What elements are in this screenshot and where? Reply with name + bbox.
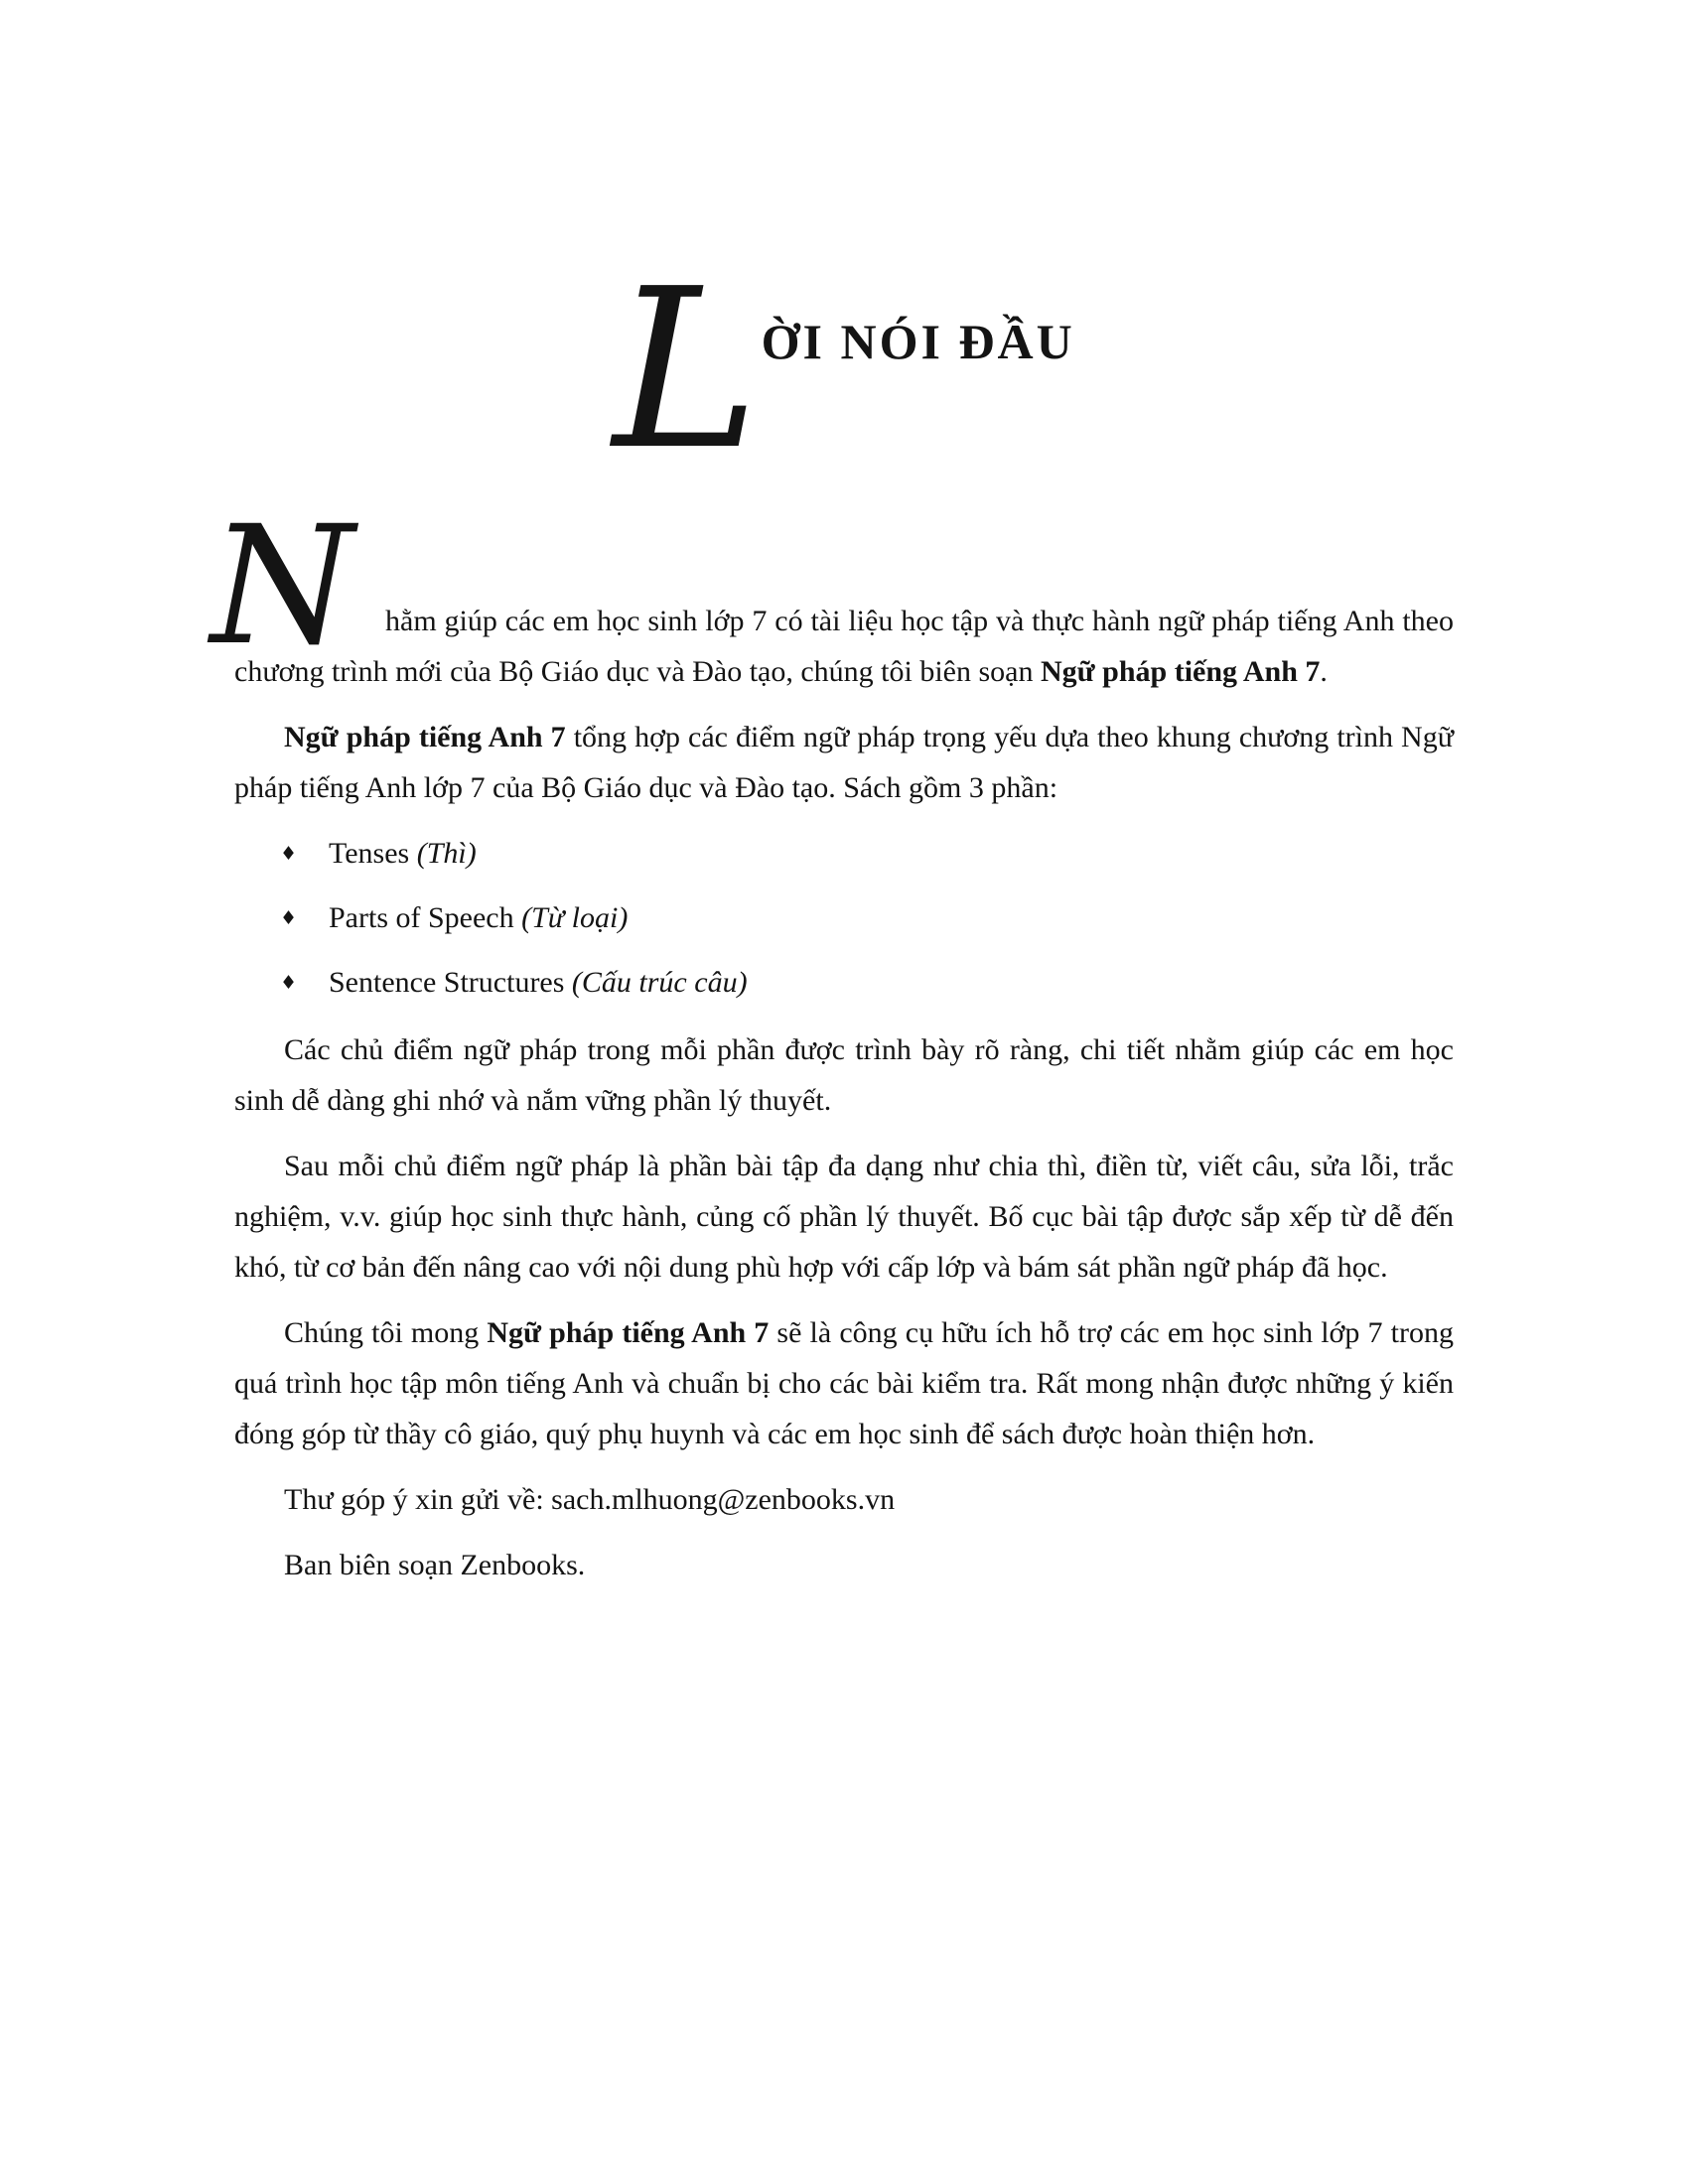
overview-text: tổng hợp các điểm ngữ pháp trọng yếu dựa theo khung chương trình Ngữ pháp tiếng Anh lớp 7 của Bộ Giáo dục và Đào tạo. Sách gồm 3 phần: — [234, 721, 1454, 804]
list-item-vietnamese: (Từ loại) — [521, 901, 629, 934]
diamond-bullet-icon: ♦ — [280, 972, 298, 994]
paragraph-exercises: Sau mỗi chủ điểm ngữ pháp là phần bài tập đa dạng như chia thì, điền từ, viết câu, sửa lỗi, trắc nghiệm, v.v. giúp học sinh thực hành, củng cố phần lý thuyết. Bố cục bài tập được sắp xếp từ dễ đến khó, từ cơ bản đến nâng cao với nội dung phù hợp với cấp lớp và bám sát phần ngữ pháp đã học. — [234, 1150, 1454, 1284]
list-item-label: Tenses — [329, 837, 417, 870]
list-item-tenses — [234, 828, 1454, 879]
intro-tail: . — [1320, 655, 1328, 688]
contact-email: sach.mlhuong@zenbooks.vn — [551, 1483, 896, 1516]
list-item-vietnamese: (Cấu trúc câu) — [571, 966, 748, 999]
book-title-bold: Ngữ pháp tiếng Anh 7 — [1040, 655, 1321, 688]
page-title — [234, 0, 1454, 498]
contact-label: Thư góp ý xin gửi về: — [284, 1483, 552, 1516]
diamond-bullet-icon: ♦ — [280, 907, 298, 929]
list-item-label: Parts of Speech — [329, 901, 522, 934]
preface-content — [211, 490, 1454, 1590]
book-title-bold: Ngữ pháp tiếng Anh 7 — [284, 721, 566, 753]
hope-tail: sẽ là công cụ hữu ích hỗ trợ các em học sinh lớp 7 trong quá trình học tập môn tiếng Anh và chuẩn bị cho các bài kiểm tra. Rất mong nhận được những ý kiến đóng góp từ thầy cô giáo, quý phụ huynh và các em học sinh để sách được hoàn thiện hơn. — [234, 1316, 1454, 1450]
title-dropcap-L: L — [613, 242, 760, 498]
parts-list — [234, 828, 1454, 1008]
book-title-bold: Ngữ pháp tiếng Anh 7 — [487, 1316, 770, 1349]
list-item-label: Sentence Structures — [329, 966, 572, 999]
dropcap-N: N — [211, 490, 354, 681]
paragraph-contact — [234, 1474, 1454, 1525]
paragraph-theory: Các chủ điểm ngữ pháp trong mỗi phần được trình bày rõ ràng, chi tiết nhằm giúp các em học sinh dễ dàng ghi nhớ và nắm vững phần lý thuyết. — [234, 1033, 1454, 1117]
list-item-parts-of-speech — [234, 892, 1454, 943]
paragraph-overview — [234, 712, 1454, 813]
hope-lead: Chúng tôi mong — [284, 1316, 488, 1349]
title-text: ỜI NÓI ĐẦU — [761, 314, 1075, 369]
diamond-bullet-icon: ♦ — [280, 843, 298, 865]
paragraph-signature: Ban biên soạn Zenbooks. — [284, 1549, 586, 1581]
paragraph-hope — [234, 1307, 1454, 1459]
list-item-sentence-structures — [234, 957, 1454, 1008]
list-item-vietnamese: (Thì) — [416, 837, 477, 870]
intro-text: hằm giúp các em học sinh lớp 7 có tài liệu học tập và thực hành ngữ pháp tiếng Anh theo chương trình mới của Bộ Giáo dục và Đào tạo, chúng tôi biên soạn — [234, 605, 1454, 688]
paragraph-intro — [211, 490, 1454, 697]
